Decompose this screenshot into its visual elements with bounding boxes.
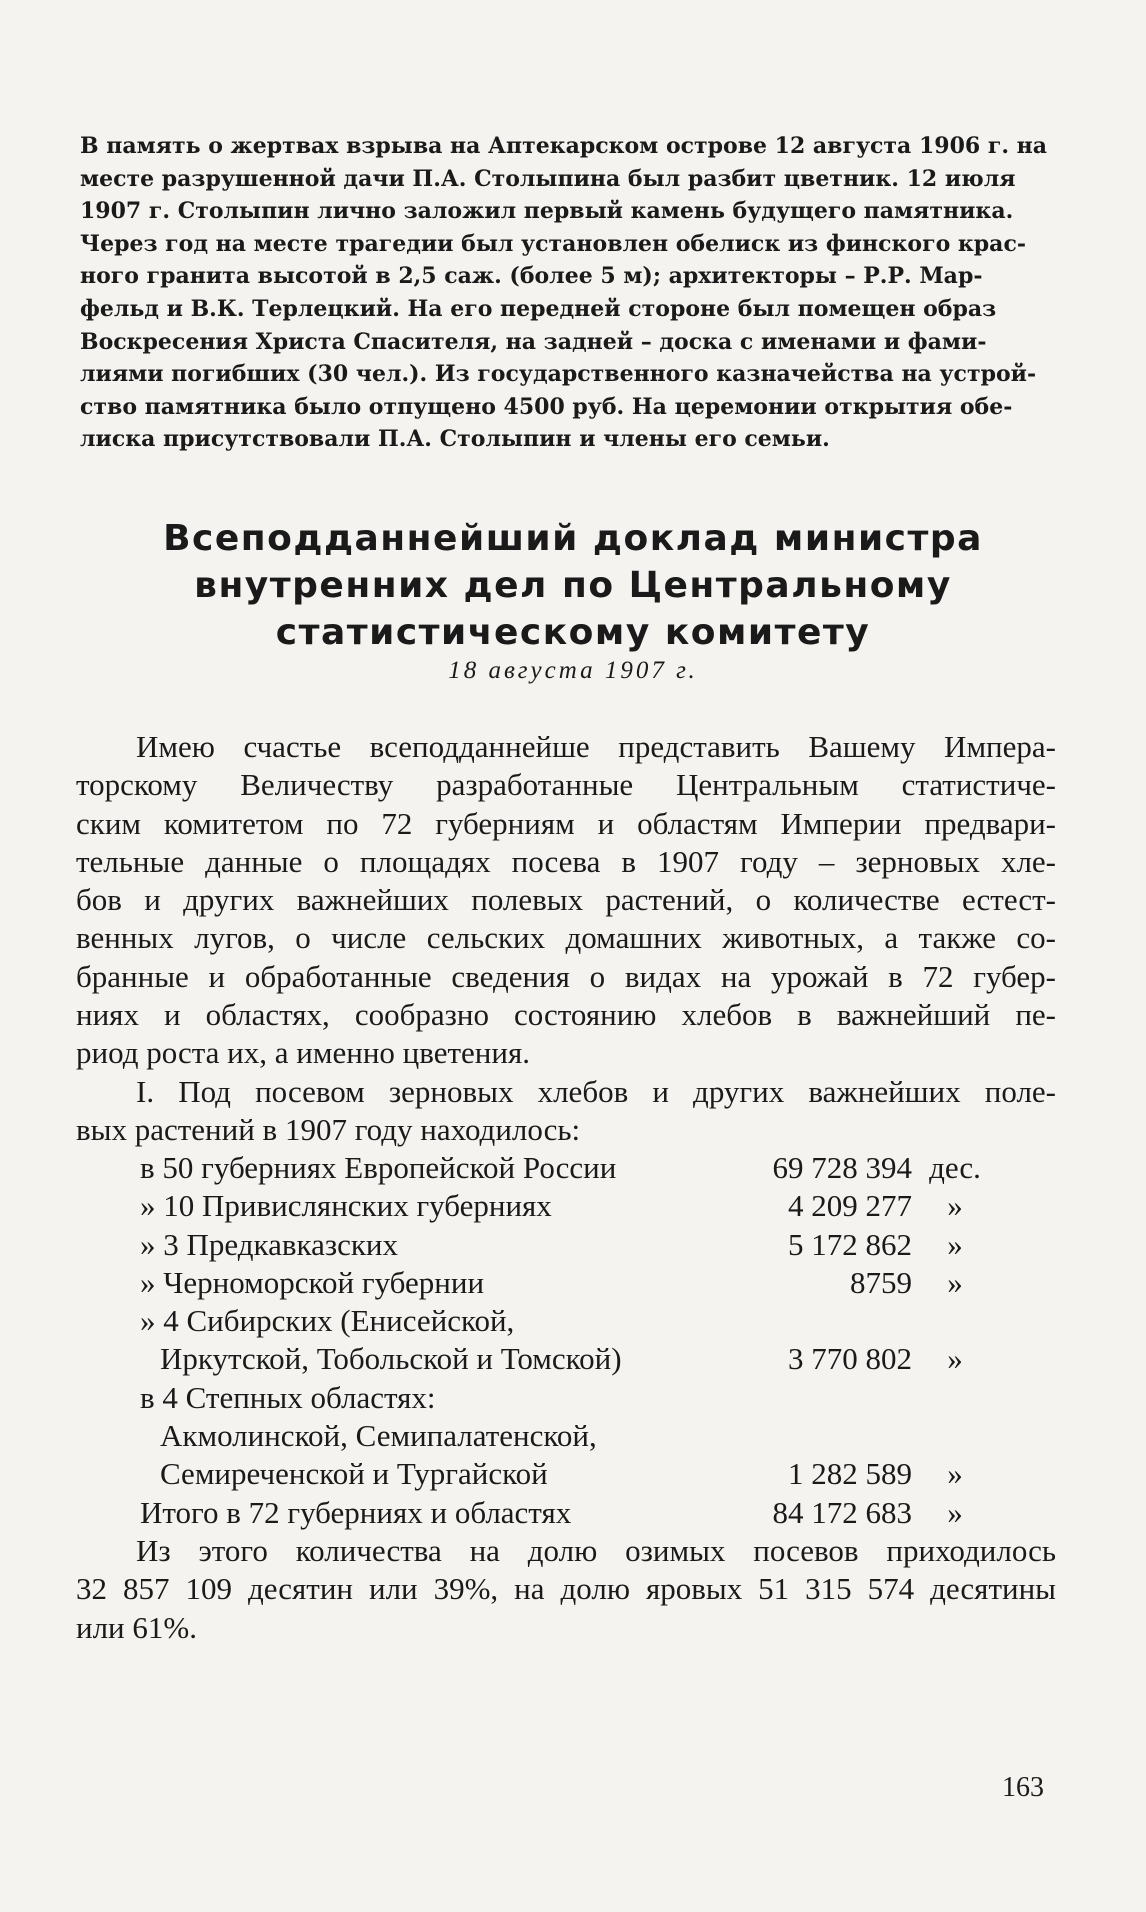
- paragraph-2: [76, 1073, 1056, 1150]
- row-unit: [912, 1379, 984, 1417]
- row-value: [740, 1379, 912, 1417]
- row-unit: [912, 1302, 984, 1340]
- table-row: [140, 1226, 1040, 1264]
- footnote-line: ство памятника было отпущено 4500 руб. На церемонии открытия обе-: [80, 393, 1013, 420]
- text-line: вых растений в 1907 году находилось:: [76, 1111, 581, 1147]
- row-unit: »: [947, 1188, 963, 1224]
- row-value: 69 728 394: [772, 1150, 912, 1185]
- text-line: 32 857 109 десятин или 39%, на долю яровых 51 315 574 десятины: [76, 1571, 1056, 1607]
- row-label: » 4 Сибирских (Енисейской,: [140, 1303, 515, 1339]
- text-line: риод роста их, а именно цветения.: [76, 1035, 530, 1071]
- table-row: [140, 1340, 1040, 1378]
- text-line: тельные данные о площадях посева в 1907 году – зерновых хле-: [76, 843, 1056, 879]
- row-label: » 3 Предкавказских: [140, 1226, 399, 1262]
- footnote-line: В память о жертвах взрыва на Аптекарском острове 12 августа 1906 г. на: [80, 133, 1048, 159]
- table-row: [140, 1494, 1040, 1532]
- page-number: 163: [1002, 1772, 1044, 1803]
- text-line: венных лугов, о числе сельских домашних животных, а также со-: [76, 920, 1056, 956]
- table-row: [140, 1379, 1040, 1417]
- text-line: I. Под посевом зерновых хлебов и других важнейших поле-: [136, 1073, 1056, 1109]
- row-value: 4 209 277: [788, 1188, 912, 1224]
- table-row: [140, 1302, 1040, 1340]
- footnote-line: лиями погибших (30 чел.). Из государственного казначейства на устрой-: [80, 361, 1037, 388]
- document-date: 18 августа 1907 г.: [448, 657, 698, 684]
- footnote-line: фельд и В.К. Терлецкий. На его передней стороне был помещен образ: [80, 295, 997, 322]
- footnote: [80, 130, 1060, 456]
- row-unit: »: [947, 1341, 963, 1377]
- sown-area-table: [140, 1149, 1040, 1532]
- row-unit: дес.: [929, 1150, 981, 1185]
- row-label: » 10 Привислянских губерниях: [140, 1188, 552, 1224]
- table-row: [140, 1417, 1040, 1455]
- row-unit: »: [947, 1264, 963, 1300]
- paragraph-1: [76, 728, 1056, 1073]
- row-label: Итого в 72 губерниях и областях: [140, 1494, 572, 1530]
- footnote-line: Воскресения Христа Спасителя, на задней – доска с именами и фами-: [80, 328, 987, 355]
- text-line: Из этого количества на долю озимых посевов приходилось: [136, 1533, 1056, 1568]
- table-row: [140, 1149, 1040, 1187]
- footnote-line: 1907 г. Столыпин лично заложил первый камень будущего памятника.: [80, 198, 1014, 225]
- row-unit: »: [947, 1456, 963, 1492]
- table-row: [140, 1264, 1040, 1302]
- table-row: [140, 1187, 1040, 1225]
- text-line: ским комитетом по 72 губерниям и областям Империи предвари-: [76, 805, 1056, 841]
- text-line: ниях и областях, сообразно состоянию хлебов в важнейший пе-: [76, 997, 1056, 1033]
- title-line: статистическому комитету: [275, 612, 871, 653]
- row-label: Семиреченской и Тургайской: [160, 1456, 548, 1492]
- row-label: » Черноморской губернии: [140, 1264, 485, 1300]
- row-value: 3 770 802: [788, 1341, 912, 1377]
- text-line: торскому Величеству разработанные Центральным статистиче-: [76, 767, 1056, 803]
- row-label: в 50 губерниях Европейской России: [140, 1150, 617, 1185]
- paragraph-3: [76, 1532, 1056, 1647]
- footnote-line: ного гранита высотой в 2,5 саж. (более 5 м); архитекторы – Р.Р. Мар-: [80, 263, 983, 290]
- row-value: [740, 1417, 912, 1455]
- row-value: [740, 1302, 912, 1340]
- title-line: Всеподданнейший доклад министра: [163, 518, 983, 559]
- footnote-line: месте разрушенной дачи П.А. Столыпина был разбит цветник. 12 июля: [80, 165, 1016, 192]
- row-label: Акмолинской, Семипалатенской,: [160, 1418, 597, 1454]
- text-line: или 61%.: [76, 1609, 197, 1645]
- row-value: 5 172 862: [788, 1226, 912, 1262]
- document-title: [0, 515, 1146, 656]
- text-line: бов и других важнейших полевых растений, о количестве естест-: [76, 882, 1056, 918]
- row-unit: »: [947, 1494, 963, 1530]
- table-row: [140, 1455, 1040, 1493]
- text-line: Имею счастье всеподданнейше представить Вашему Импера-: [136, 729, 1056, 764]
- footnote-line: Через год на месте трагедии был установлен обелиск из финского крас-: [80, 230, 1026, 257]
- body-text: [76, 728, 1056, 1149]
- row-label: Иркутской, Тобольской и Томской): [160, 1341, 622, 1377]
- row-unit: [912, 1417, 984, 1455]
- row-value: 8759: [850, 1264, 912, 1300]
- row-value: 1 282 589: [788, 1456, 912, 1492]
- row-value: 84 172 683: [772, 1494, 912, 1530]
- text-line: бранные и обработанные сведения о видах на урожай в 72 губер-: [76, 958, 1056, 994]
- row-label: в 4 Степных областях:: [140, 1379, 436, 1415]
- row-unit: »: [947, 1226, 963, 1262]
- footnote-line: лиска присутствовали П.А. Столыпин и члены его семьи.: [80, 426, 830, 453]
- title-line: внутренних дел по Центральному: [194, 565, 952, 606]
